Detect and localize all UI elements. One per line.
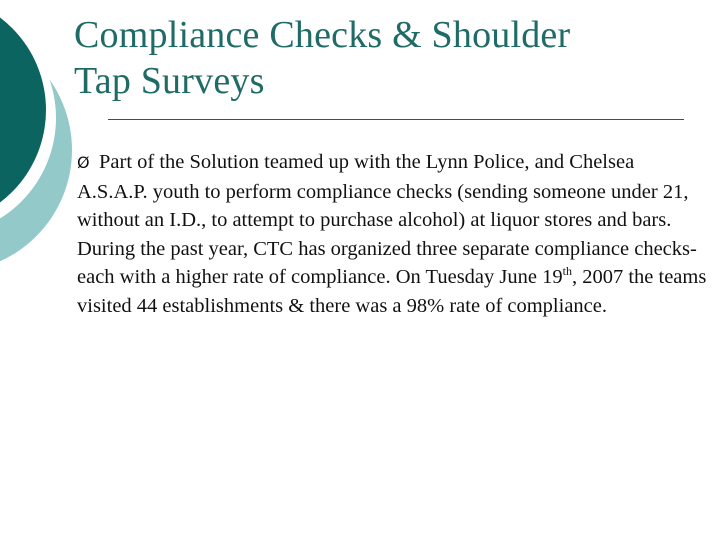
slide-title [74, 12, 694, 104]
title-line-2: Tap Surveys [74, 60, 265, 102]
bullet-paragraph [77, 148, 707, 321]
ordinal-superscript: th [562, 264, 572, 279]
arrow-bullet-icon: Ø [77, 153, 90, 172]
body-text-part-1: Part of the Solution teamed up with the Lynn Police, and Chelsea A.S.A.P. youth to perform compliance checks (sending someone under 21, without an I.D., to attempt to purchase alcohol) at liquor stores and bars. During the past year, CTC has organized three separate compliance checks- each with a higher rate of compliance. On Tuesday June 19 [77, 151, 697, 289]
body-text-part-2: , 2007 the teams visited 44 establishments & there was a 98% rate of compliance. [77, 266, 707, 317]
title-line-1: Compliance Checks & Shoulder [74, 14, 571, 56]
title-divider [108, 119, 684, 120]
